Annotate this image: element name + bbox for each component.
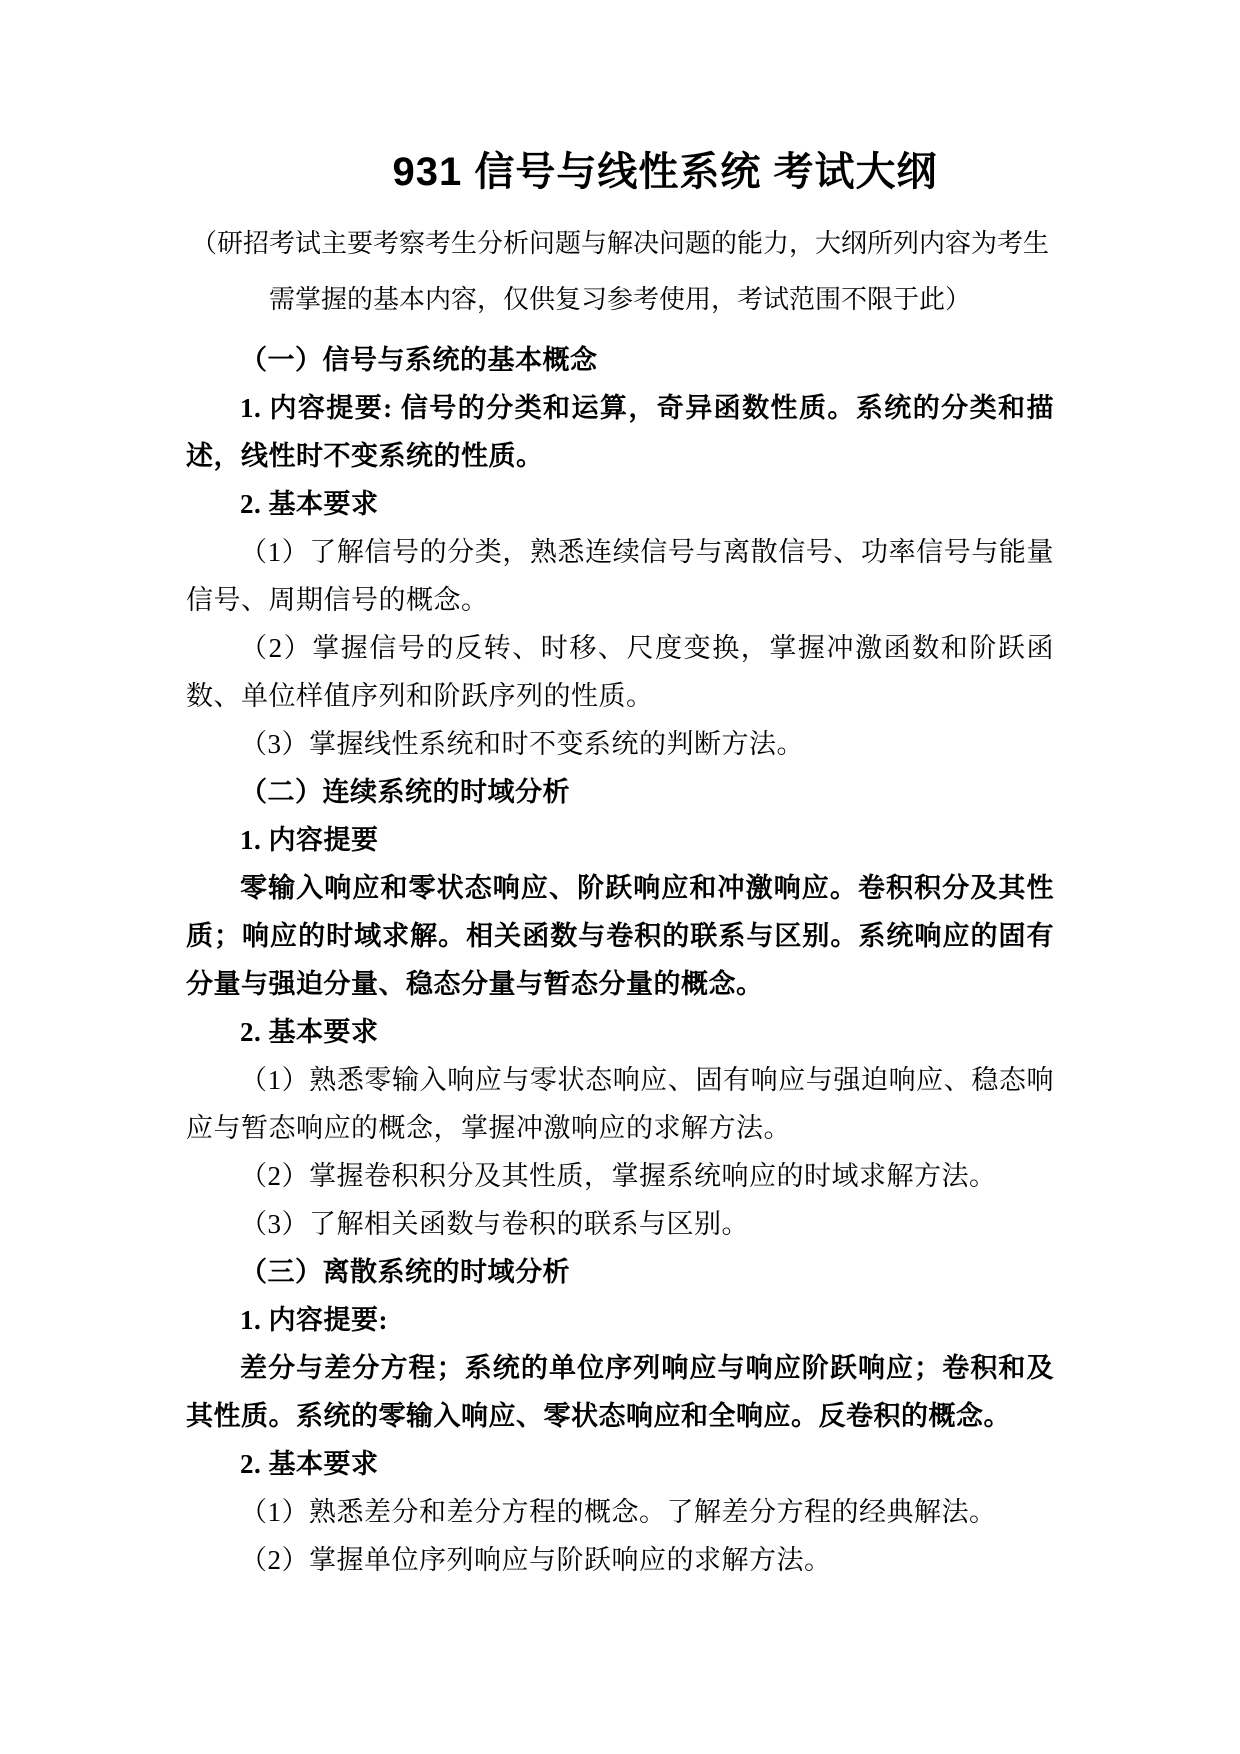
page-title: 931 信号与线性系统 考试大纲: [392, 150, 938, 194]
section-3-requirements-label: 2. 基本要求: [240, 1449, 379, 1479]
section-3-requirement-item: （2）掌握单位序列响应与阶跃响应的求解方法。: [240, 1545, 832, 1575]
section-3-heading: （三）离散系统的时域分析: [240, 1257, 570, 1287]
section-2-summary-paragraph: 零输入响应和零状态响应、阶跃响应和冲激响应。卷积积分及其性质；响应的时域求解。相关函数与卷积的联系与区别。系统响应的固有分量与强迫分量、稳态分量与暂态分量的概念。: [186, 873, 1054, 999]
section-2-requirement-item: （3）了解相关函数与卷积的联系与区别。: [240, 1209, 749, 1239]
section-1-requirement-item: （1）了解信号的分类，熟悉连续信号与离散信号、功率信号与能量信号、周期信号的概念。: [186, 537, 1054, 615]
section-2-requirement-item: （2）掌握卷积积分及其性质，掌握系统响应的时域求解方法。: [240, 1161, 997, 1191]
section-1-heading: （一）信号与系统的基本概念: [240, 345, 598, 375]
section-1-summary-label: 1. 内容提要: 信号的分类和运算，奇异函数性质。系统的分类和描述，线性时不变系统的性质。: [186, 393, 1054, 471]
section-1-requirements-label: 2. 基本要求: [240, 489, 379, 519]
section-3-requirement-item: （1）熟悉差分和差分方程的概念。了解差分方程的经典解法。: [240, 1497, 997, 1527]
section-2-summary-label: 1. 内容提要: [240, 825, 379, 855]
section-2-heading: （二）连续系统的时域分析: [240, 777, 570, 807]
section-2-requirement-item: （1）熟悉零输入响应与零状态响应、固有响应与强迫响应、稳态响应与暂态响应的概念，掌握冲激响应的求解方法。: [186, 1065, 1054, 1143]
section-1-requirement-item: （3）掌握线性系统和时不变系统的判断方法。: [240, 729, 804, 759]
section-1-requirement-item: （2）掌握信号的反转、时移、尺度变换，掌握冲激函数和阶跃函数、单位样值序列和阶跃序列的性质。: [186, 633, 1054, 711]
section-2-requirements-label: 2. 基本要求: [240, 1017, 379, 1047]
intro-note: （研招考试主要考察考生分析问题与解决问题的能力，大纲所列内容为考生需掌握的基本内容，仅供复习参考使用，考试范围不限于此）: [190, 229, 1049, 314]
section-3-summary-paragraph: 差分与差分方程；系统的单位序列响应与响应阶跃响应；卷积和及其性质。系统的零输入响应、零状态响应和全响应。反卷积的概念。: [186, 1353, 1054, 1431]
section-3-summary-label: 1. 内容提要:: [240, 1305, 388, 1335]
